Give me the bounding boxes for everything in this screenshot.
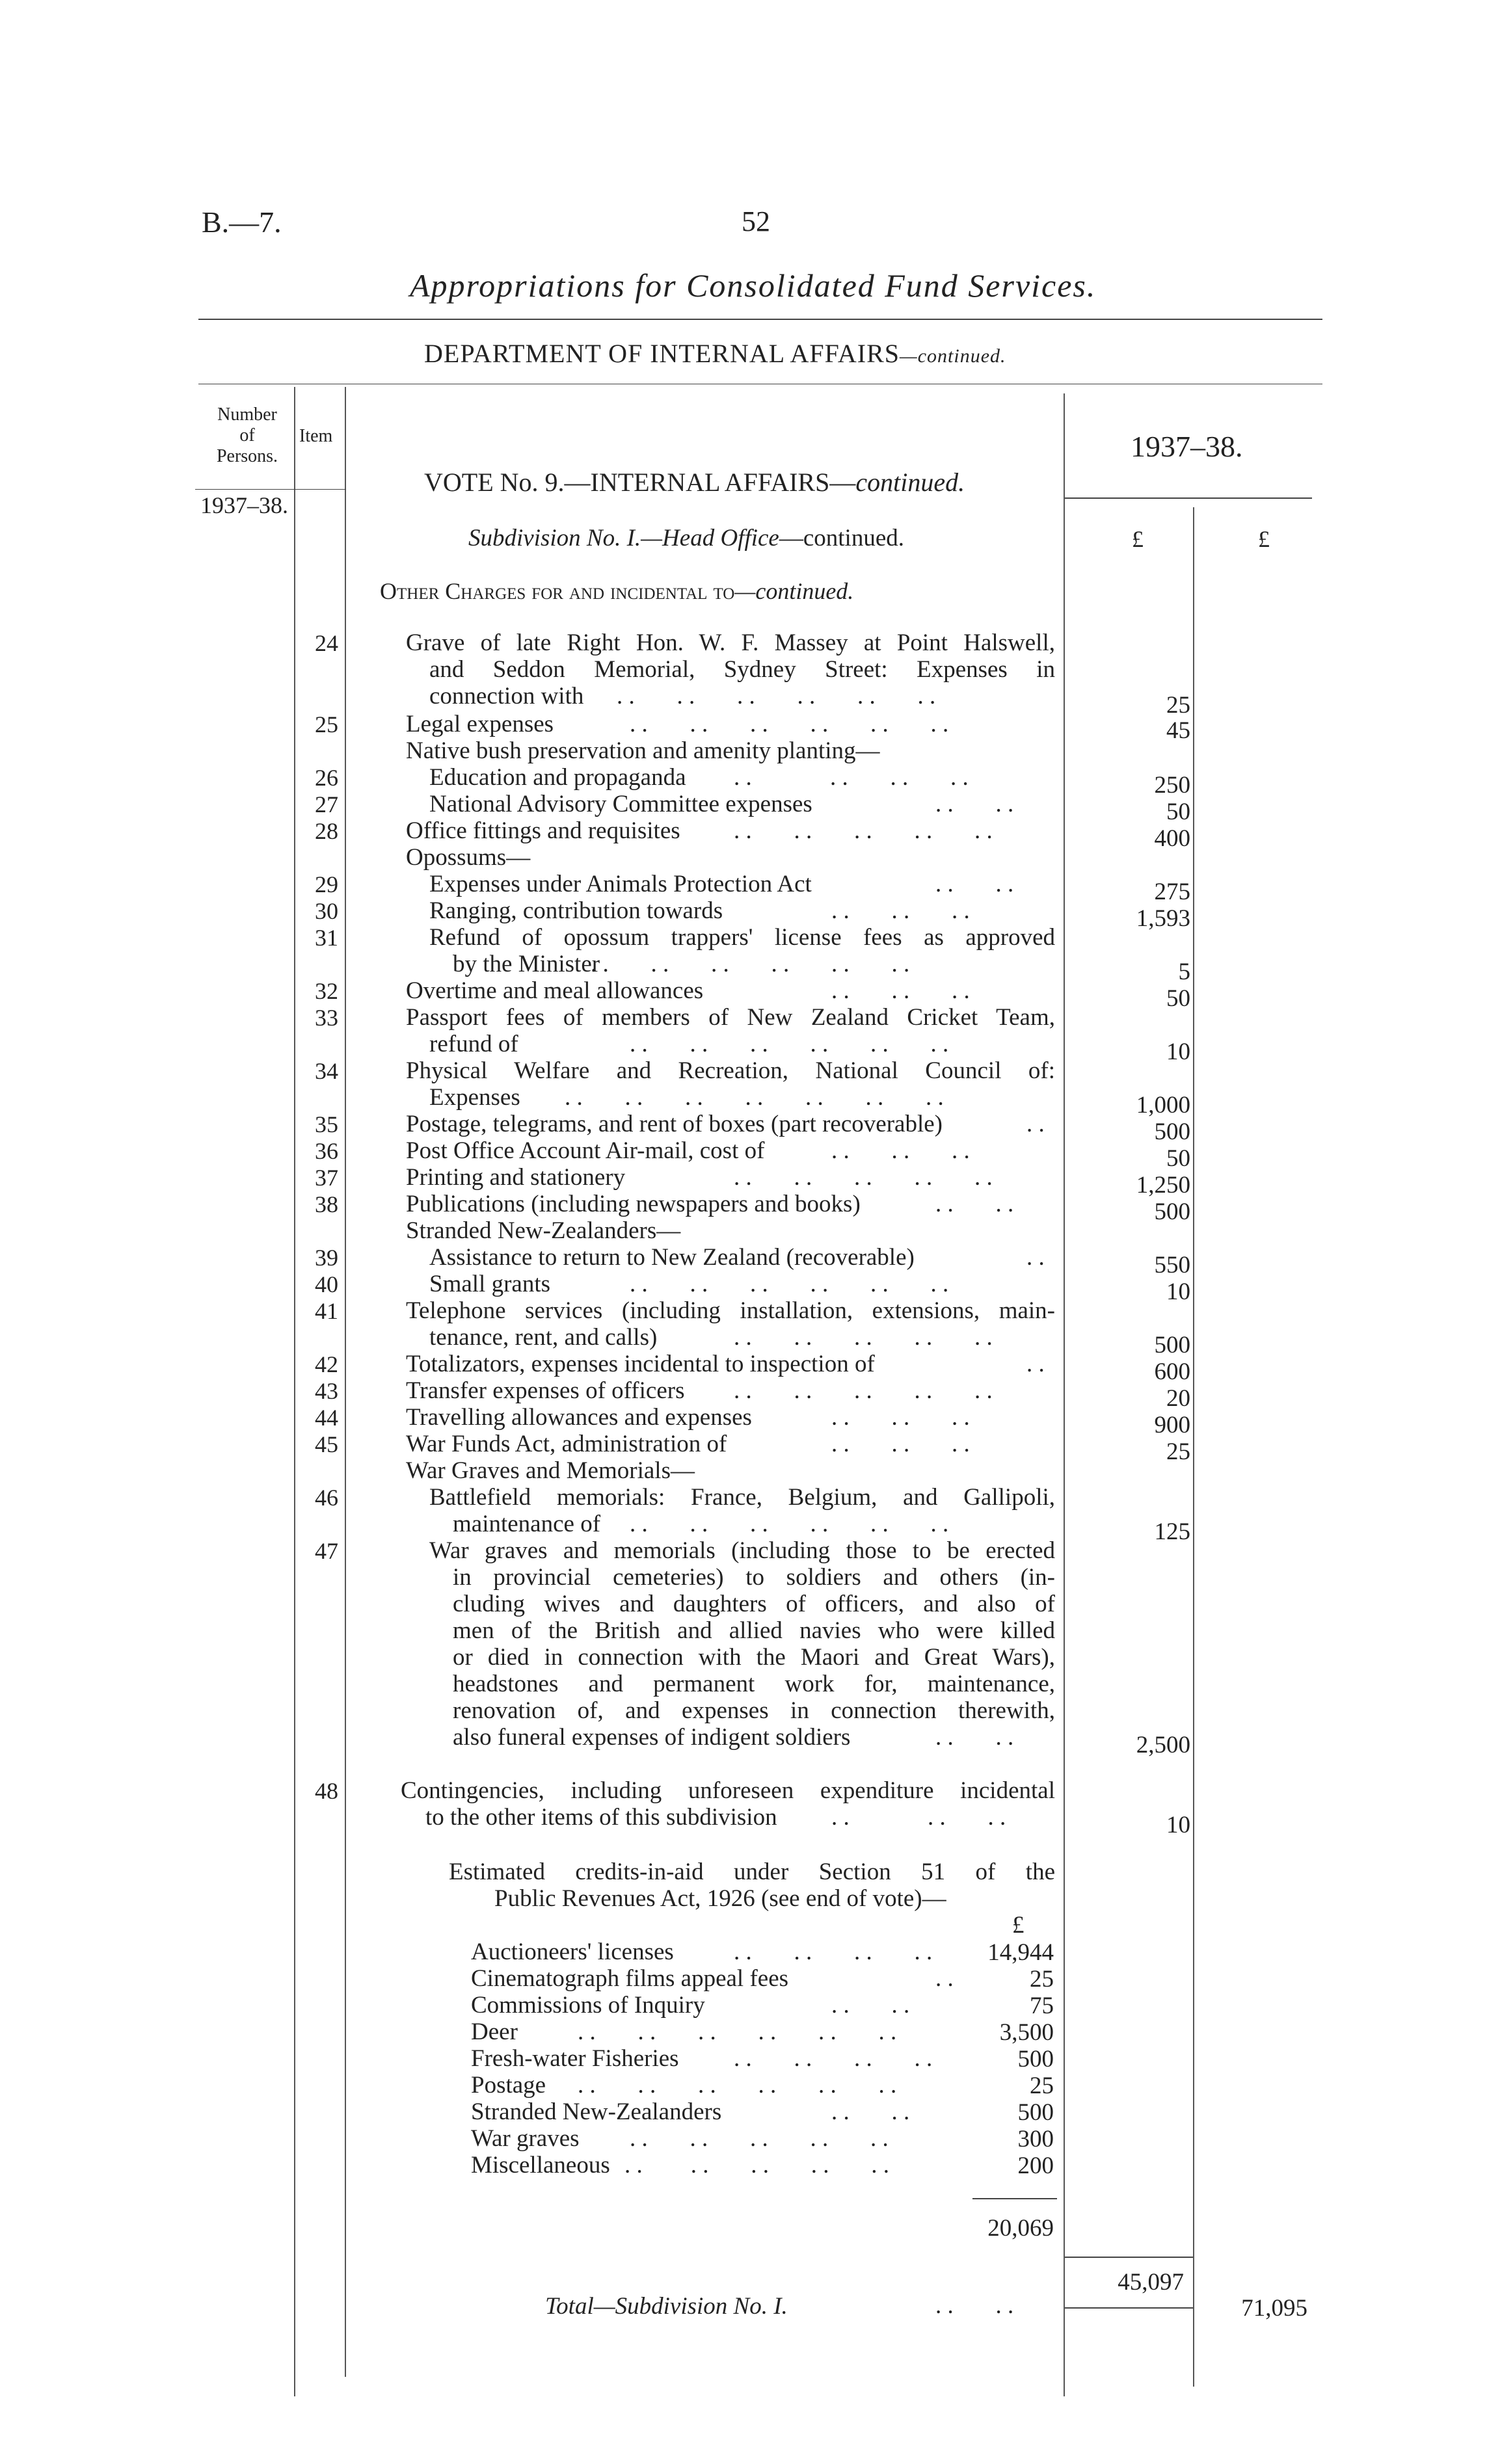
item-number: 41 (315, 1298, 338, 1324)
leader-dots: . . . . (831, 1992, 910, 2019)
leader-dots: . . . . (935, 791, 1014, 817)
item-amount: 500 (1154, 1199, 1190, 1225)
leader-dots: . . . . . . . . (734, 1939, 933, 1965)
item-amount: 10 (1166, 1278, 1190, 1305)
item-description: Postage, telegrams, and rent of boxes (part recoverable) (406, 1111, 943, 1137)
item-amount: 10 (1166, 1039, 1190, 1065)
item-number: 25 (315, 711, 338, 737)
item-description: War graves and memorials (including those to be erected (429, 1537, 1055, 1564)
item-amount: 25 (1166, 1438, 1190, 1465)
item-number: 40 (315, 1271, 338, 1297)
leader-dots: . . . . (935, 1191, 1014, 1217)
item-number: 36 (315, 1138, 338, 1164)
item-description: Small grants (429, 1271, 551, 1297)
leader-dots: . . . . . . . . . . (734, 1377, 993, 1404)
item-number: 34 (315, 1058, 338, 1084)
leader-dots: . . . . . . (831, 1404, 970, 1431)
subdivision-suffix: —continued. (779, 525, 905, 551)
item-amount: 50 (1166, 1145, 1190, 1172)
leader-dots: . . . . . . . . . . . . (617, 683, 936, 709)
subtotal-top-rule (1065, 2257, 1193, 2258)
item-amount: 2,500 (1136, 1732, 1190, 1758)
item-description: by the Minister (453, 951, 600, 977)
persons-line-1: Number (217, 404, 277, 425)
item-description: Grave of late Right Hon. W. F. Massey at Point Halswell, (406, 629, 1055, 656)
vote-title-suffix: continued. (855, 468, 965, 497)
leader-dots: . . (1026, 1111, 1045, 1137)
other-charges-heading (380, 577, 853, 605)
item-number: 33 (315, 1005, 338, 1031)
credit-label: Fresh-water Fisheries (471, 2045, 679, 2072)
leader-dots: . . . . (935, 1724, 1014, 1751)
item-number: 28 (315, 818, 338, 844)
credit-amount: 75 (1030, 1993, 1054, 2019)
page-title: Appropriations for Consolidated Fund Services. (410, 267, 1097, 304)
leader-dots: . . . . (935, 871, 1014, 897)
department-heading (424, 338, 1006, 369)
credit-amount: 14,944 (987, 1939, 1054, 1966)
credit-amount: 300 (1017, 2126, 1054, 2153)
item-description: cluding wives and daughters of officers, and also of (453, 1591, 1055, 1617)
item-description: Expenses under Animals Protection Act (429, 871, 812, 897)
credit-amount: 500 (1017, 2099, 1054, 2126)
total-label: Total—Subdivision No. I. (545, 2293, 788, 2320)
pound-sign-2: £ (1258, 526, 1270, 552)
item-description: to the other items of this subdivision (425, 1804, 777, 1831)
subdivision-heading (468, 524, 904, 552)
leader-dots: . . . . . . . . (734, 2045, 933, 2072)
item-description: in provincial cemeteries) to soldiers and others (in- (453, 1564, 1055, 1591)
group-heading: Native bush preservation and amenity planting— (406, 737, 880, 764)
item-number: 37 (315, 1165, 338, 1191)
item-description: and Seddon Memorial, Sydney Street: Expenses in (429, 656, 1055, 683)
subdivision-text: Subdivision No. I.—Head Office (468, 525, 779, 551)
item-description: Travelling allowances and expenses (406, 1404, 752, 1431)
col-item-header: Item (299, 426, 333, 446)
col-year-left: 1937–38. (200, 492, 288, 518)
item-amount: 1,250 (1136, 1172, 1190, 1199)
leader-dots: . . . . . . (831, 1137, 970, 1164)
leader-dots: . . . . . . . . . . (734, 1164, 993, 1191)
item-amount: 600 (1154, 1358, 1190, 1385)
item-number: 39 (315, 1245, 338, 1271)
item-description: Contingencies, including unforeseen expenditure incidental (401, 1777, 1055, 1804)
credits-total-rule (972, 2198, 1057, 2199)
item-amount: 250 (1154, 772, 1190, 799)
credit-label: Auctioneers' licenses (471, 1939, 674, 1965)
leader-dots: . . . . . . . . . . . . (578, 2019, 897, 2045)
item-description: War Funds Act, administration of (406, 1431, 727, 1457)
credit-label: Cinematograph films appeal fees (471, 1965, 789, 1992)
persons-line-2: of (239, 425, 255, 445)
col-year-right: 1937–38. (1131, 430, 1243, 463)
leader-dots: . . . . . . . . . . . . (591, 951, 910, 977)
item-number: 45 (315, 1431, 338, 1457)
item-description: also funeral expenses of indigent soldiers (453, 1724, 851, 1751)
item-description: connection with (429, 683, 584, 709)
credits-heading-line-1: Estimated credits-in-aid under Section 51 of the (449, 1859, 1055, 1885)
item-number: 30 (315, 898, 338, 924)
credit-amount: 3,500 (999, 2019, 1054, 2046)
item-description: Physical Welfare and Recreation, National Council of: (406, 1057, 1055, 1084)
item-number: 46 (315, 1485, 338, 1511)
item-number: 47 (315, 1538, 338, 1564)
item-number: 32 (315, 978, 338, 1004)
item-description: Telephone services (including installation, extensions, main- (406, 1297, 1055, 1324)
leader-dots: . . (935, 1965, 954, 1992)
leader-dots: . . . . . . (831, 1804, 1006, 1831)
group-heading: War Graves and Memorials— (406, 1457, 695, 1484)
credit-label: Deer (471, 2019, 518, 2045)
vote-title (424, 467, 965, 497)
credits-total: 20,069 (987, 2215, 1054, 2242)
item-amount: 50 (1166, 985, 1190, 1012)
item-description: Printing and stationery (406, 1164, 626, 1191)
item-amount: 50 (1166, 799, 1190, 825)
item-amount: 500 (1154, 1332, 1190, 1358)
item-description: Ranging, contribution towards (429, 897, 723, 924)
department-suffix: —continued. (900, 345, 1006, 367)
credit-label: Commissions of Inquiry (471, 1992, 705, 2019)
item-description: headstones and permanent work for, maintenance, (453, 1671, 1055, 1697)
persons-line-3: Persons. (216, 446, 278, 466)
item-number: 38 (315, 1191, 338, 1217)
item-number: 35 (315, 1111, 338, 1137)
item-number: 44 (315, 1405, 338, 1431)
item-amount: 10 (1166, 1812, 1190, 1838)
item-description: Education and propaganda (429, 764, 686, 791)
item-description: Post Office Account Air-mail, cost of (406, 1137, 765, 1164)
page-number: 52 (742, 205, 770, 237)
col-divider-amount (1064, 393, 1065, 2396)
pound-sign-1: £ (1132, 526, 1144, 552)
item-description: Legal expenses (406, 711, 554, 737)
item-description: Passport fees of members of New Zealand Cricket Team, (406, 1004, 1055, 1031)
credit-label: Postage (471, 2072, 546, 2099)
department-name: DEPARTMENT OF INTERNAL AFFAIRS (424, 339, 900, 368)
leader-dots: . . (1026, 1351, 1045, 1377)
item-description: Battlefield memorials: France, Belgium, and Gallipoli, (429, 1484, 1055, 1511)
leader-dots: . . . . . . (831, 1431, 970, 1457)
item-amount: 1,000 (1136, 1092, 1190, 1119)
item-number: 48 (315, 1778, 338, 1804)
item-amount: 500 (1154, 1119, 1190, 1145)
item-description: Totalizators, expenses incidental to inspection of (406, 1351, 875, 1377)
item-amount: 5 (1178, 959, 1190, 985)
item-amount: 550 (1154, 1252, 1190, 1278)
leader-dots: . . . . . . . . . . . . (578, 2072, 897, 2099)
item-number: 43 (315, 1378, 338, 1404)
leader-dots: . . . . . . . . . . (630, 2125, 889, 2152)
leader-dots: . . . . . . . . . . . . (630, 1271, 949, 1297)
item-number: 42 (315, 1351, 338, 1377)
item-amount: 400 (1154, 825, 1190, 852)
item-description: Expenses (429, 1084, 520, 1111)
other-charges-suffix: —continued. (734, 578, 854, 604)
credit-amount: 200 (1017, 2153, 1054, 2179)
item-amount: 275 (1154, 879, 1190, 905)
leader-dots: . . . . . . . . . . . . (630, 711, 949, 737)
item-number: 27 (315, 791, 338, 817)
col-divider-persons (294, 387, 295, 2396)
page-ref: B.—7. (202, 205, 282, 239)
credits-pound-sign: £ (1012, 1912, 1025, 1939)
leader-dots: . . . . . . . . . . . . (630, 1031, 949, 1057)
item-amount: 900 (1154, 1412, 1190, 1438)
header-persons-rule (195, 489, 346, 490)
item-description: Refund of opossum trappers' license fees as approved (429, 924, 1055, 951)
item-description: refund of (429, 1031, 518, 1057)
leader-dots: . . . . . . . . . . . . (630, 1511, 949, 1537)
item-number: 26 (315, 765, 338, 791)
other-charges-text: Other Charges for and incidental to (380, 578, 735, 604)
item-description: or died in connection with the Maori and Great Wars), (453, 1644, 1055, 1671)
item-amount: 1,593 (1136, 905, 1190, 932)
credit-label: Stranded New-Zealanders (471, 2099, 722, 2125)
item-number: 31 (315, 925, 338, 951)
group-heading: Stranded New-Zealanders— (406, 1217, 681, 1244)
subtotal-amount: 45,097 (1118, 2269, 1184, 2296)
item-number: 29 (315, 871, 338, 897)
credit-label: War graves (471, 2125, 580, 2152)
item-number: 24 (315, 630, 338, 656)
item-description: maintenance of (453, 1511, 601, 1537)
col-divider-subtotal (1193, 507, 1194, 2387)
subtotal-bottom-rule (1065, 2307, 1193, 2309)
item-description: men of the British and allied navies who were killed (453, 1617, 1055, 1644)
item-amount: 125 (1154, 1518, 1190, 1545)
leader-dots: . . . . . . . . . . (624, 2152, 889, 2179)
leader-dots: . . . . . . . . . . (734, 1324, 993, 1351)
item-description: Office fittings and requisites (406, 817, 680, 844)
grand-total-amount: 71,095 (1241, 2295, 1307, 2322)
item-description: renovation of, and expenses in connection therewith, (453, 1697, 1055, 1724)
credit-amount: 500 (1017, 2046, 1054, 2073)
item-amount: 45 (1166, 717, 1190, 744)
vote-title-text: VOTE No. 9.—INTERNAL AFFAIRS— (424, 468, 856, 497)
col-persons-header (202, 404, 293, 467)
credit-label: Miscellaneous (471, 2152, 610, 2179)
group-heading: Opossums— (406, 844, 531, 871)
leader-dots: . . . . . . . . . . (734, 817, 993, 844)
item-description: National Advisory Committee expenses (429, 791, 812, 817)
item-description: Publications (including newspapers and books) (406, 1191, 861, 1217)
leader-dots: . . . . (935, 2292, 1014, 2319)
leader-dots: . . . . . . . . . . . . . . (565, 1084, 944, 1111)
leader-dots: . . (1026, 1244, 1045, 1271)
col-divider-item (345, 387, 346, 2377)
item-description: Overtime and meal allowances (406, 977, 704, 1004)
credit-amount: 25 (1030, 2073, 1054, 2099)
credit-amount: 25 (1030, 1966, 1054, 1993)
leader-dots: . . . . . . (831, 977, 970, 1004)
credits-heading-line-2: Public Revenues Act, 1926 (see end of vote)— (494, 1885, 946, 1912)
item-amount: 25 (1166, 692, 1190, 719)
leader-dots: . . . . . . . . (734, 764, 969, 791)
leader-dots: . . . . (831, 2099, 910, 2125)
title-rule (198, 319, 1322, 320)
item-description: tenance, rent, and calls) (429, 1324, 658, 1351)
header-amount-rule (1065, 497, 1312, 499)
item-description: Transfer expenses of officers (406, 1377, 685, 1404)
item-amount: 20 (1166, 1385, 1190, 1412)
leader-dots: . . . . . . (831, 897, 970, 924)
item-description: Assistance to return to New Zealand (recoverable) (429, 1244, 915, 1271)
